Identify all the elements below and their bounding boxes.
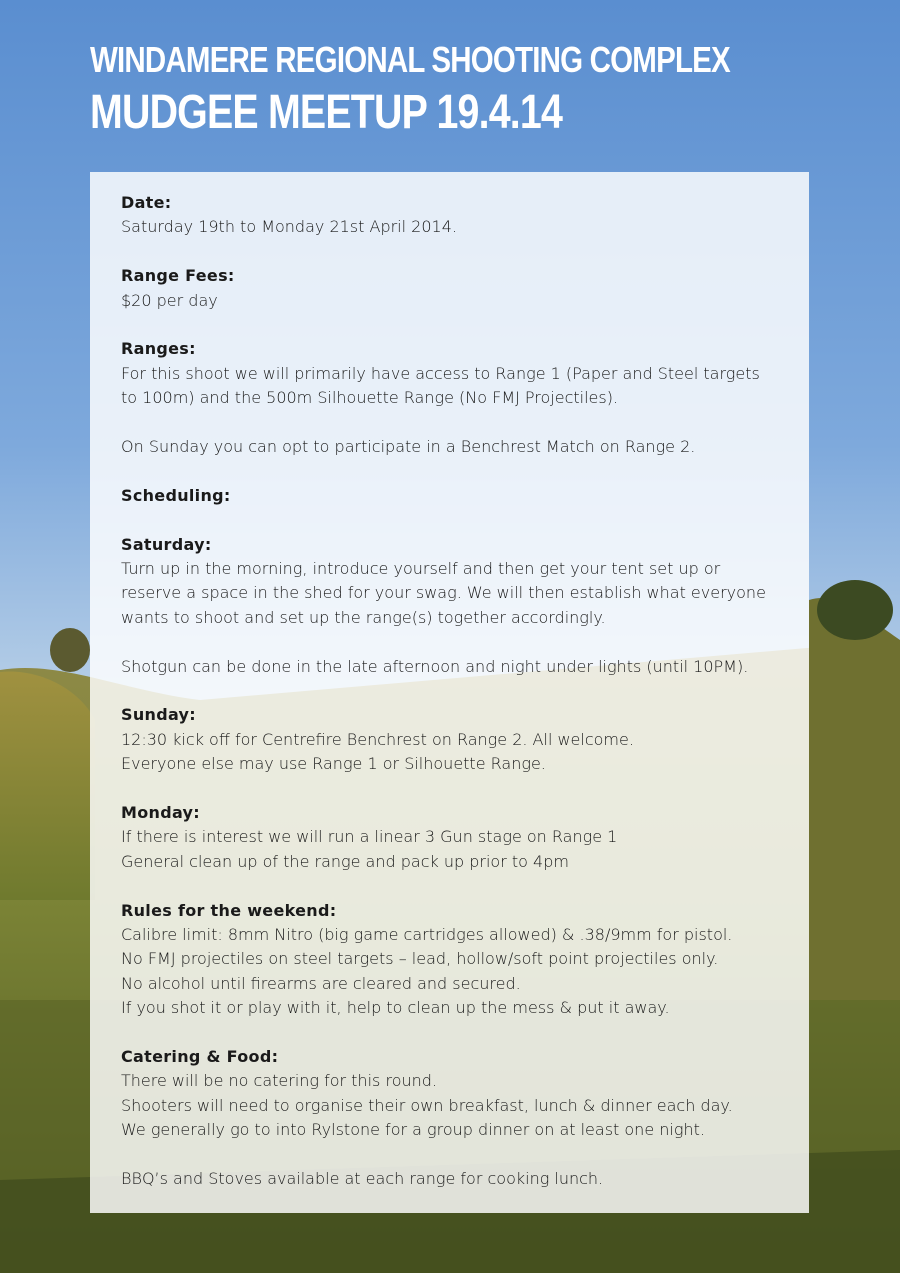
catering-line: Shooters will need to organise their own breakfast, lunch & dinner each day.: [121, 1095, 733, 1115]
catering-line: We generally go to into Rylstone for a group dinner on at least one night.: [121, 1120, 705, 1140]
info-content: [121, 191, 801, 1216]
rules-line: No alcohol until firearms are cleared and secured.: [121, 973, 521, 993]
fees-section: [121, 264, 801, 313]
catering-extra: BBQ’s and Stoves available at each range for cooking lunch.: [121, 1169, 604, 1189]
ranges-line: For this shoot we will primarily have access to Range 1 (Paper and Steel targets: [121, 363, 760, 383]
monday-section: [121, 801, 801, 874]
rules-line: If you shot it or play with it, help to clean up the mess & put it away.: [121, 998, 670, 1018]
saturday-line: wants to shoot and set up the range(s) together accordingly.: [121, 607, 606, 627]
ranges-section: [121, 337, 801, 410]
rules-heading: Rules for the weekend:: [121, 900, 337, 920]
sunday-section: [121, 703, 801, 776]
fees-heading: Range Fees:: [121, 266, 235, 286]
saturday-section: [121, 533, 801, 631]
monday-line: General clean up of the range and pack up prior to 4pm: [121, 851, 569, 871]
ranges-heading: Ranges:: [121, 339, 196, 359]
catering-note: [121, 1167, 801, 1191]
sunday-line: Everyone else may use Range 1 or Silhouette Range.: [121, 754, 546, 774]
sunday-heading: Sunday:: [121, 705, 196, 725]
date-heading: Date:: [121, 193, 172, 212]
fees-line: $20 per day: [121, 290, 218, 310]
catering-line: There will be no catering for this round.: [121, 1071, 437, 1091]
date-section: [121, 191, 801, 240]
monday-line: If there is interest we will run a linear 3 Gun stage on Range 1: [121, 827, 618, 847]
venue-title: WINDAMERE REGIONAL SHOOTING COMPLEX: [90, 39, 730, 80]
catering-section: [121, 1045, 801, 1143]
sunday-line: 12:30 kick off for Centrefire Benchrest on Range 2. All welcome.: [121, 729, 634, 749]
date-line: Saturday 19th to Monday 21st April 2014.: [121, 217, 457, 237]
saturday-note: [121, 655, 801, 679]
saturday-heading: Saturday:: [121, 534, 212, 554]
scheduling-heading: Scheduling:: [121, 485, 231, 505]
monday-heading: Monday:: [121, 803, 200, 823]
poster-heading: [90, 38, 870, 142]
ranges-note: [121, 435, 801, 459]
event-title: MUDGEE MEETUP 19.4.14: [90, 86, 563, 139]
ranges-extra: On Sunday you can opt to participate in a Benchrest Match on Range 2.: [121, 437, 696, 457]
saturday-line: Turn up in the morning, introduce yourself and then get your tent set up or: [121, 559, 721, 579]
saturday-extra: Shotgun can be done in the late afternoon and night under lights (until 10PM).: [121, 656, 749, 676]
ranges-line: to 100m) and the 500m Silhouette Range (No FMJ Projectiles).: [121, 388, 619, 408]
catering-heading: Catering & Food:: [121, 1047, 279, 1067]
rules-line: Calibre limit: 8mm Nitro (big game cartridges allowed) & .38/9mm for pistol.: [121, 925, 733, 945]
scheduling-section: [121, 484, 801, 508]
saturday-line: reserve a space in the shed for your swag. We will then establish what everyone: [121, 583, 766, 603]
rules-section: [121, 899, 801, 1021]
rules-line: No FMJ projectiles on steel targets – lead, hollow/soft point projectiles only.: [121, 949, 719, 969]
